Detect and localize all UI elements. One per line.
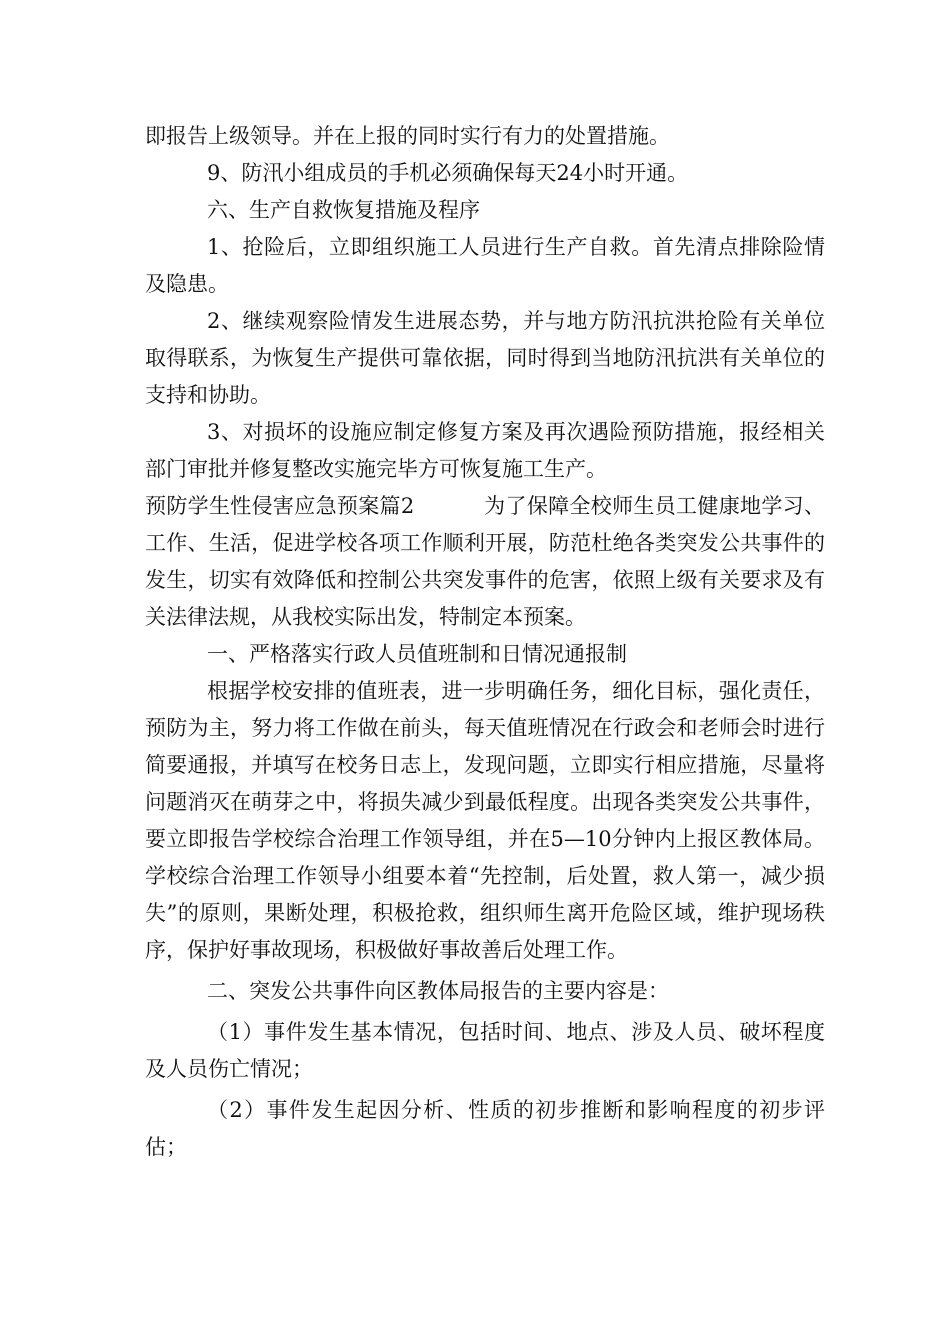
- section-heading-recovery: 六、生产自救恢复措施及程序: [207, 198, 480, 222]
- paragraph-duty-details: 根据学校安排的值班表，进一步明确任务，细化目标，强化责任，预防为主，努力将工作做在前头，每天值班情况在行政会和老师会时进行简要通报，并填写在校务日志上，发现问题，立即实行相应措施，尽量将问题消灭在萌芽之中，将损失减少到最低程度。出现各类突发公共事件，要立即报告学校综合治理工作领导组，并在5—10分钟内上报区教体局。学校综合治理工作领导小组要本着“先控制，后处置，救人第一，减少损失”的原则，果断处理，积极抢救，组织师生离开危险区域，维护现场秩序，保护好事故现场，积极做好事故善后处理工作。: [145, 679, 825, 962]
- section-heading-duty-system: 一、严格落实行政人员值班制和日情况通报制: [207, 642, 627, 666]
- section-heading-report-content: 二、突发公共事件向区教体局报告的主要内容是：: [207, 979, 669, 1003]
- paragraph-recovery-step-2: 2、继续观察险情发生进展态势，并与地方防汛抗洪抢险有关单位取得联系，为恢复生产提供可靠依据，同时得到当地防汛抗洪有关单位的支持和协助。: [145, 309, 825, 407]
- document-body: [145, 118, 825, 1166]
- paragraph-plan-2-intro: 预防学生性侵害应急预案篇2 为了保障全校师生员工健康地学习、工作、生活，促进学校各项工作顺利开展，防范杜绝各类突发公共事件的发生，切实有效降低和控制公共突发事件的危害，依照上级有关要求及有关法律法规，从我校实际出发，特制定本预案。: [145, 494, 825, 629]
- paragraph-phone-24h: 9、防汛小组成员的手机必须确保每天24小时开通。: [207, 161, 689, 185]
- paragraph-recovery-step-3: 3、对损坏的设施应制定修复方案及再次遇险预防措施，报经相关部门审批并修复整改实施完毕方可恢复施工生产。: [145, 420, 825, 481]
- paragraph-recovery-step-1: 1、抢险后，立即组织施工人员进行生产自救。首先清点排除险情及隐患。: [145, 235, 825, 296]
- paragraph-report-superior: 即报告上级领导。并在上报的同时实行有力的处置措施。: [145, 124, 670, 148]
- paragraph-report-item-2: （2）事件发生起因分析、性质的初步推断和影响程度的初步评估；: [145, 1098, 825, 1159]
- paragraph-report-item-1: （1）事件发生基本情况，包括时间、地点、涉及人员、破坏程度及人员伤亡情况；: [145, 1020, 825, 1081]
